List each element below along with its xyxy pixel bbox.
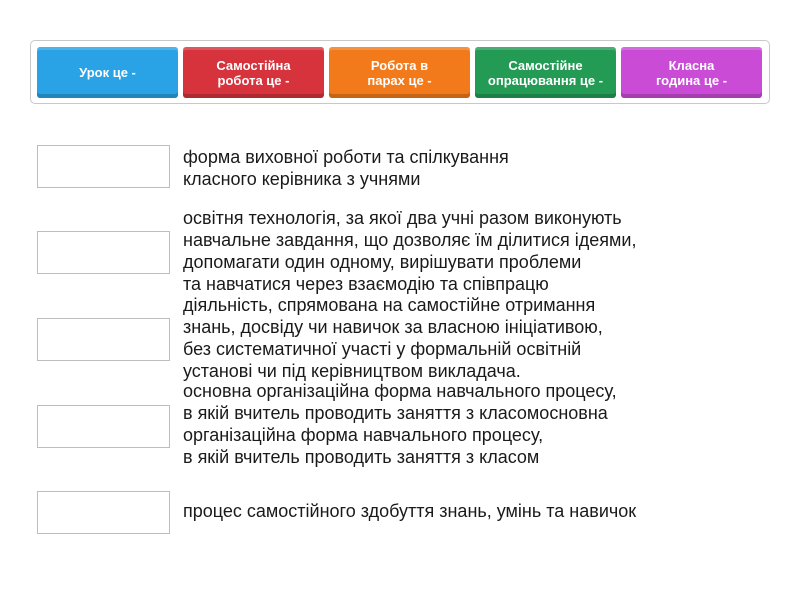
definition-text-2: освітня технологія, за якої два учні разом виконують навчальне завдання, що дозволяє їм ділитися ідеями, допомагати один одному, вирішувати проблеми та навчатися через взаємодію та співпрацю bbox=[183, 208, 637, 294]
definition-text-4: основна організаційна форма навчального процесу, в якій вчитель проводить заняття з класомосновна організаційна форма навчального процесу, в якій вчитель проводить заняття з класом bbox=[183, 381, 617, 467]
answer-tile-pair-work[interactable]: Робота в парах це - bbox=[329, 47, 470, 98]
answer-tile-bar bbox=[30, 40, 770, 104]
definition-text-5: процес самостійного здобуття знань, умінь та навичок bbox=[183, 501, 637, 521]
drop-target-4[interactable] bbox=[37, 405, 170, 448]
drop-target-5[interactable] bbox=[37, 491, 170, 534]
definition-text-1: форма виховної роботи та спілкування класного керівника з учнями bbox=[183, 147, 509, 189]
answer-tile-class-hour[interactable]: Класна година це - bbox=[621, 47, 762, 98]
drop-target-3[interactable] bbox=[37, 318, 170, 361]
answer-tile-self-study[interactable]: Самостійне опрацювання це - bbox=[475, 47, 616, 98]
definition-text-3: діяльність, спрямована на самостійне отримання знань, досвіду чи навичок за власною ініціативою, без систематичної участі у формальній освітній установі чи під керівництвом викладача. bbox=[183, 295, 603, 381]
drop-target-1[interactable] bbox=[37, 145, 170, 188]
answer-tile-independent-work[interactable]: Самостійна робота це - bbox=[183, 47, 324, 98]
answer-tile-lesson[interactable]: Урок це - bbox=[37, 47, 178, 98]
drop-target-2[interactable] bbox=[37, 231, 170, 274]
